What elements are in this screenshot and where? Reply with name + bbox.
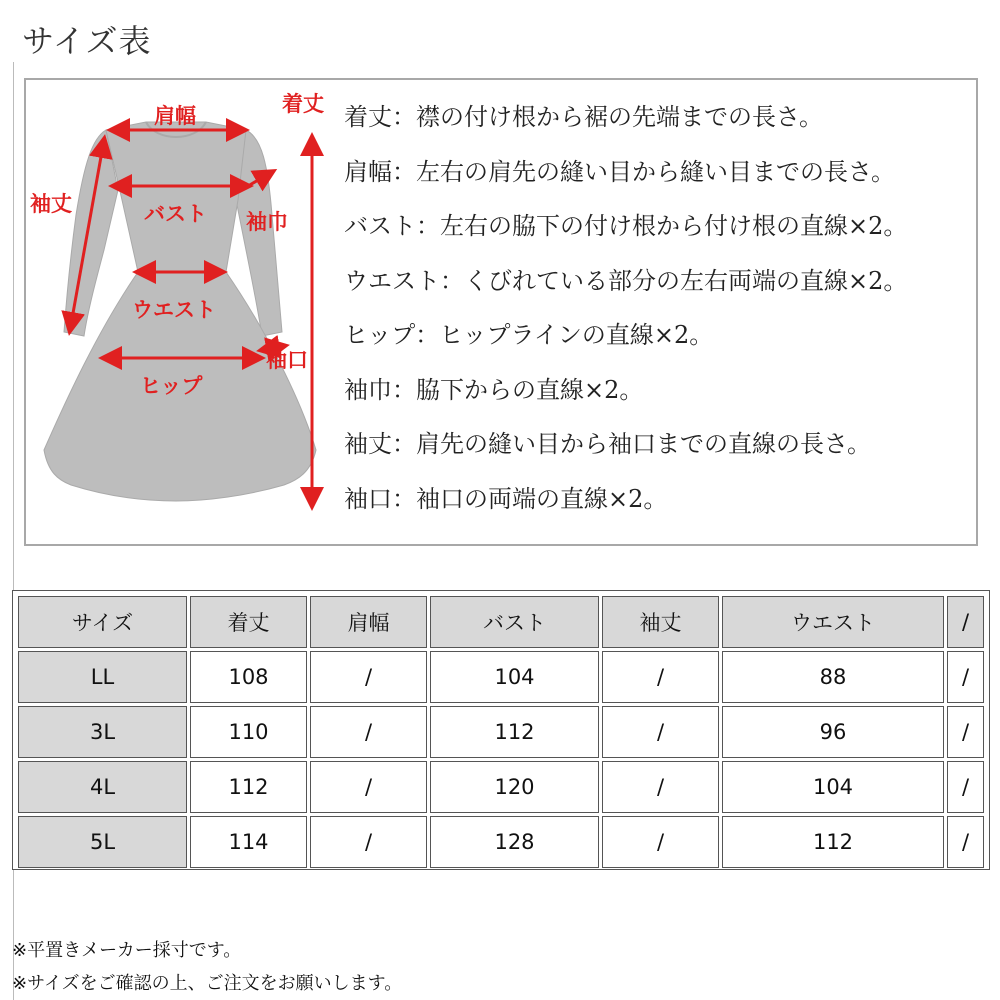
table-row <box>18 816 984 868</box>
table-cell: 112 <box>190 761 307 813</box>
bust-label: バスト <box>144 201 207 226</box>
definition-shoulder: 肩幅：左右の肩先の縫い目から縫い目までの長さ。 <box>344 157 896 186</box>
page-title: サイズ表 <box>22 22 152 60</box>
table-cell: / <box>602 816 719 868</box>
table-cell: / <box>602 706 719 758</box>
header-bust: バスト <box>430 596 599 648</box>
header-sleeve-length: 袖丈 <box>602 596 719 648</box>
sleeve-length-label: 袖丈 <box>30 191 72 216</box>
definition-bust: バスト：左右の脇下の付け根から付け根の直線×2。 <box>344 212 908 240</box>
cuff-label: 袖口 <box>266 347 308 372</box>
header-extra: / <box>947 596 984 648</box>
table-cell: 104 <box>430 651 599 703</box>
table-cell: 112 <box>430 706 599 758</box>
table-cell: 110 <box>190 706 307 758</box>
length-label: 着丈 <box>282 91 324 116</box>
table-cell: / <box>602 761 719 813</box>
table-row <box>18 761 984 813</box>
definition-sleeve-width: 袖巾：脇下からの直線×2。 <box>344 375 644 404</box>
table-cell: 112 <box>722 816 944 868</box>
table-cell: / <box>947 651 984 703</box>
header-size: サイズ <box>18 596 187 648</box>
table-cell: / <box>310 651 427 703</box>
table-cell: 108 <box>190 651 307 703</box>
table-cell: / <box>310 761 427 813</box>
table-cell: 96 <box>722 706 944 758</box>
table-cell: / <box>310 816 427 868</box>
definition-sleeve-length: 袖丈：肩先の縫い目から袖口までの直線の長さ。 <box>344 430 872 458</box>
definition-hip: ヒップ：ヒップラインの直線×2。 <box>344 321 714 349</box>
table-cell: / <box>602 651 719 703</box>
shoulder-label: 肩幅 <box>154 103 196 128</box>
waist-label: ウエスト <box>132 297 216 322</box>
table-cell: 114 <box>190 816 307 868</box>
definition-length: 着丈：襟の付け根から裾の先端までの長さ。 <box>344 103 824 131</box>
size-diagram-panel <box>24 78 978 546</box>
table-cell: 104 <box>722 761 944 813</box>
table-cell: / <box>947 816 984 868</box>
size-cell: LL <box>18 651 187 703</box>
table-cell: / <box>947 706 984 758</box>
sleeve-width-label: 袖巾 <box>246 209 288 234</box>
size-cell: 4L <box>18 761 187 813</box>
table-cell: 88 <box>722 651 944 703</box>
header-waist: ウエスト <box>722 596 944 648</box>
note-measurement: ※平置きメーカー採寸です。 <box>12 940 242 961</box>
table-cell: 120 <box>430 761 599 813</box>
header-shoulder: 肩幅 <box>310 596 427 648</box>
definition-waist: ウエスト：くびれている部分の左右両端の直線×2。 <box>344 266 908 295</box>
definition-list <box>344 90 974 526</box>
size-table <box>15 593 987 871</box>
table-cell: / <box>310 706 427 758</box>
definition-cuff: 袖口：袖口の両端の直線×2。 <box>344 484 668 513</box>
size-cell: 3L <box>18 706 187 758</box>
header-length: 着丈 <box>190 596 307 648</box>
size-cell: 5L <box>18 816 187 868</box>
table-cell: 128 <box>430 816 599 868</box>
hip-label: ヒップ <box>140 373 203 398</box>
size-table-container <box>12 590 990 870</box>
notes <box>12 934 402 1000</box>
table-row <box>18 706 984 758</box>
table-row <box>18 651 984 703</box>
table-cell: / <box>947 761 984 813</box>
note-confirm-size: ※サイズをご確認の上、ご注文をお願いします。 <box>12 973 403 994</box>
table-header-row <box>18 596 984 648</box>
